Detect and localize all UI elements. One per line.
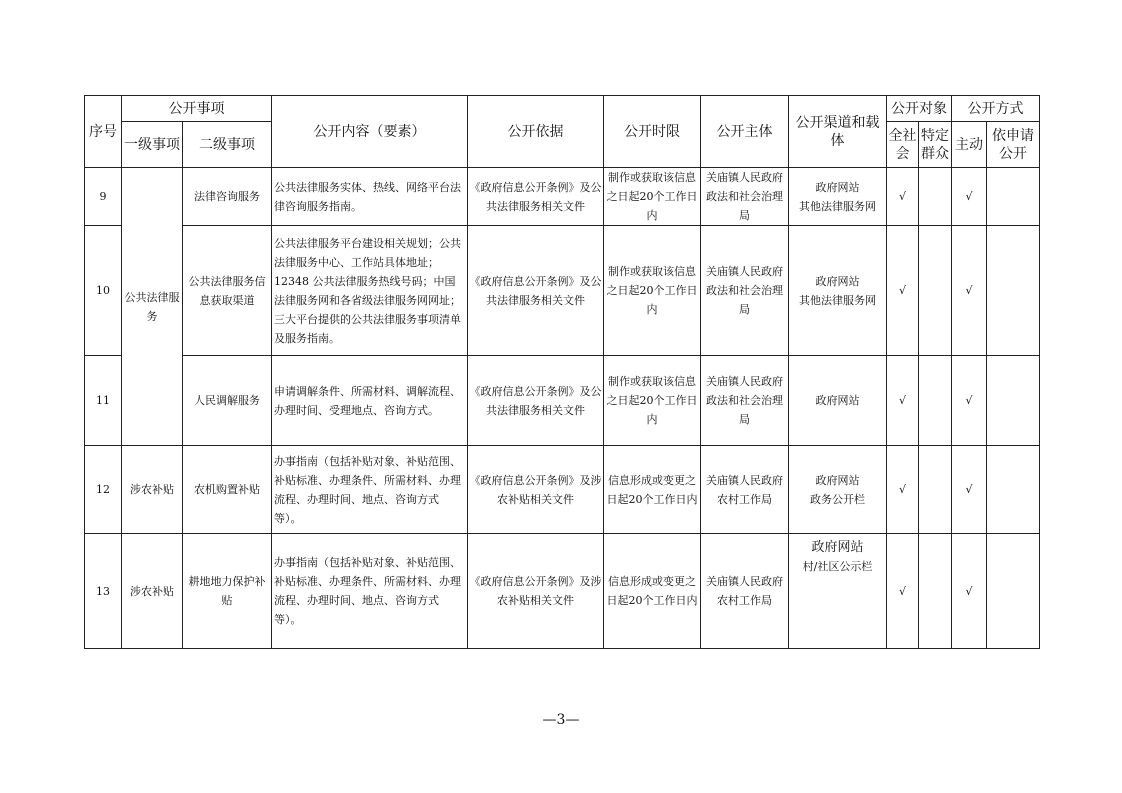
channel-item: 其他法律服务网 xyxy=(799,199,876,213)
header-target-all: 全社会 xyxy=(887,122,919,168)
header-target: 公开对象 xyxy=(887,96,952,122)
channel-item: 政府网站 xyxy=(815,473,860,487)
row-level2: 人民调解服务 xyxy=(183,356,272,446)
row-timelimit: 信息形成或变更之日起20个工作日内 xyxy=(604,534,701,649)
check-mark: √ xyxy=(887,356,919,446)
row-level1: 涉农补贴 xyxy=(122,446,183,534)
header-target-specific: 特定群众 xyxy=(919,122,952,168)
check-mark: √ xyxy=(952,356,987,446)
header-channel: 公开渠道和载体 xyxy=(789,96,887,168)
row-content: 公共法律服务实体、热线、网络平台法律咨询服务指南。 xyxy=(272,168,468,226)
row-level2: 耕地地力保护补贴 xyxy=(183,534,272,649)
row-channel xyxy=(789,446,887,534)
target-specific-cell xyxy=(919,446,952,534)
check-mark: √ xyxy=(887,534,919,649)
header-level1: 一级事项 xyxy=(122,122,183,168)
row-basis: 《政府信息公开条例》及公共法律服务相关文件 xyxy=(468,356,604,446)
row-timelimit: 信息形成或变更之日起20个工作日内 xyxy=(604,446,701,534)
row-channel xyxy=(789,356,887,446)
row-seq: 12 xyxy=(85,446,122,534)
channel-item: 政府网站 xyxy=(815,180,860,194)
row-subject: 关庙镇人民政府政法和社会治理局 xyxy=(701,356,789,446)
channel-item: 政务公开栏 xyxy=(810,492,865,506)
row-channel xyxy=(789,534,887,649)
header-level2: 二级事项 xyxy=(183,122,272,168)
target-specific-cell xyxy=(919,534,952,649)
table-row xyxy=(85,446,1040,534)
check-mark: √ xyxy=(952,534,987,649)
row-content: 申请调解条件、所需材料、调解流程、办理时间、受理地点、咨询方式。 xyxy=(272,356,468,446)
row-level1: 公共法律服务 xyxy=(122,168,183,446)
row-level2: 法律咨询服务 xyxy=(183,168,272,226)
row-basis: 《政府信息公开条例》及涉农补贴相关文件 xyxy=(468,446,604,534)
row-seq: 13 xyxy=(85,534,122,649)
check-mark: √ xyxy=(887,446,919,534)
header-timelimit: 公开时限 xyxy=(604,96,701,168)
row-basis: 《政府信息公开条例》及公共法律服务相关文件 xyxy=(468,226,604,356)
row-subject: 关庙镇人民政府政法和社会治理局 xyxy=(701,226,789,356)
header-seq: 序号 xyxy=(85,96,122,168)
row-basis: 《政府信息公开条例》及公共法律服务相关文件 xyxy=(468,168,604,226)
row-basis: 《政府信息公开条例》及涉农补贴相关文件 xyxy=(468,534,604,649)
row-level1: 涉农补贴 xyxy=(122,534,183,649)
row-seq: 9 xyxy=(85,168,122,226)
channel-item: 政府网站 xyxy=(815,274,860,288)
channel-item: 村/社区公示栏 xyxy=(802,560,873,573)
row-channel xyxy=(789,168,887,226)
table-row xyxy=(85,356,1040,446)
row-channel xyxy=(789,226,887,356)
disclosure-table xyxy=(84,95,1040,649)
table-row xyxy=(85,534,1040,649)
channel-item: 政府网站 xyxy=(811,540,864,555)
table-row xyxy=(85,226,1040,356)
method-request-cell xyxy=(987,534,1040,649)
target-specific-cell xyxy=(919,226,952,356)
row-seq: 10 xyxy=(85,226,122,356)
method-request-cell xyxy=(987,226,1040,356)
header-basis: 公开依据 xyxy=(468,96,604,168)
row-subject: 关庙镇人民政府政法和社会治理局 xyxy=(701,168,789,226)
row-level2: 公共法律服务信息获取渠道 xyxy=(183,226,272,356)
header-method: 公开方式 xyxy=(952,96,1040,122)
row-seq: 11 xyxy=(85,356,122,446)
row-subject: 关庙镇人民政府农村工作局 xyxy=(701,446,789,534)
check-mark: √ xyxy=(952,446,987,534)
row-level2: 农机购置补贴 xyxy=(183,446,272,534)
row-timelimit: 制作或获取该信息之日起20个工作日内 xyxy=(604,226,701,356)
method-request-cell xyxy=(987,356,1040,446)
method-request-cell xyxy=(987,168,1040,226)
row-subject: 关庙镇人民政府农村工作局 xyxy=(701,534,789,649)
row-content: 办事指南（包括补贴对象、补贴范围、补贴标准、办理条件、所需材料、办理流程、办理时间、地点、咨询方式等）。 xyxy=(272,446,468,534)
header-content: 公开内容（要素） xyxy=(272,96,468,168)
method-request-cell xyxy=(987,446,1040,534)
row-content: 办事指南（包括补贴对象、补贴范围、补贴标准、办理条件、所需材料、办理流程、办理时间、地点、咨询方式等）。 xyxy=(272,534,468,649)
target-specific-cell xyxy=(919,356,952,446)
page-number: —3— xyxy=(542,712,580,728)
target-specific-cell xyxy=(919,168,952,226)
check-mark: √ xyxy=(887,226,919,356)
check-mark: √ xyxy=(887,168,919,226)
table-row xyxy=(85,168,1040,226)
check-mark: √ xyxy=(952,226,987,356)
row-timelimit: 制作或获取该信息之日起20个工作日内 xyxy=(604,356,701,446)
row-content: 公共法律服务平台建设相关规划；公共法律服务中心、工作站具体地址；12348 公共法律服务热线号码；中国法律服务网和各省级法律服务网网址；三大平台提供的公共法律服务事项清单及服务指南。 xyxy=(272,226,468,356)
header-subject: 公开主体 xyxy=(701,96,789,168)
channel-item: 其他法律服务网 xyxy=(799,293,876,307)
header-items: 公开事项 xyxy=(122,96,272,122)
check-mark: √ xyxy=(952,168,987,226)
header-method-request: 依申请公开 xyxy=(987,122,1040,168)
row-timelimit: 制作或获取该信息之日起20个工作日内 xyxy=(604,168,701,226)
channel-item: 政府网站 xyxy=(815,394,860,407)
header-method-active: 主动 xyxy=(952,122,987,168)
